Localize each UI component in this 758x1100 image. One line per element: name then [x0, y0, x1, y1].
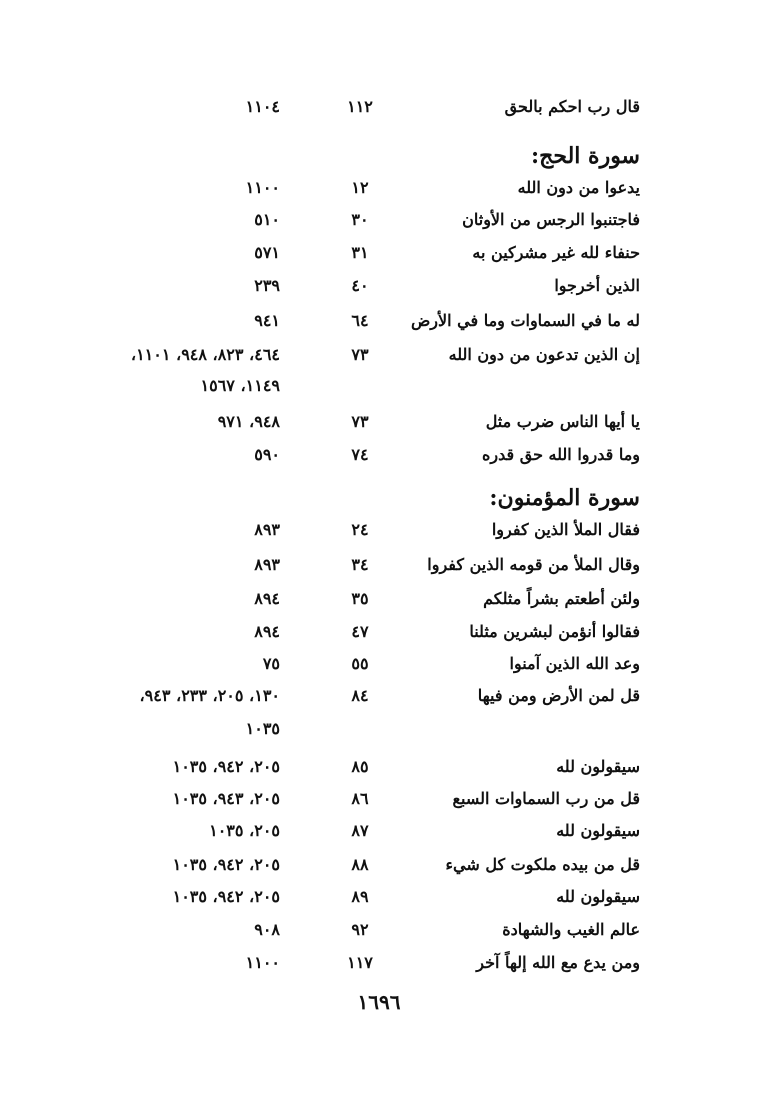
verse-text: قال رب احكم بالحق [504, 97, 640, 116]
ayah-number: ٨٩ [351, 887, 369, 906]
ayah-number: ١١٢ [347, 97, 373, 116]
index-row-continuation [0, 371, 758, 401]
page-references: ٨٩٣ [254, 555, 280, 574]
verse-text: ولئن أطعتم بشراً مثلكم [483, 589, 640, 608]
page-references-continued: ١١٤٩، ١٥٦٧ [200, 376, 280, 395]
ayah-number: ٢٤ [351, 520, 369, 539]
ayah-number: ١١٧ [347, 953, 373, 972]
ayah-number: ٨٦ [351, 789, 369, 808]
page-references: ٨٩٤ [254, 589, 280, 608]
page-references: ٧٥ [262, 654, 280, 673]
page-references: ٢٠٥، ١٠٣٥ [209, 821, 280, 840]
verse-text: قل من بيده ملكوت كل شيء [445, 855, 640, 874]
ayah-number: ٨٧ [351, 821, 369, 840]
index-row [0, 271, 758, 301]
verse-text: له ما في السماوات وما في الأرض [410, 311, 640, 330]
ayah-number: ٨٨ [351, 855, 369, 874]
page-references: ٢٠٥، ٩٤٢، ١٠٣٥ [172, 757, 280, 776]
page-references: ٩٤١ [254, 311, 280, 330]
ayah-number: ٤٧ [351, 622, 369, 641]
index-row [0, 915, 758, 945]
index-row [0, 784, 758, 814]
verse-text: فقالوا أنؤمن لبشرين مثلنا [469, 622, 640, 641]
ayah-number: ٧٣ [351, 345, 369, 364]
page-references: ٢٣٩ [254, 276, 280, 295]
page-number: ١٦٩٦ [357, 990, 401, 1014]
page-references: ٢٠٥، ٩٤٢، ١٠٣٥ [172, 887, 280, 906]
ayah-number: ٨٤ [351, 686, 369, 705]
page-references: ١٣٠، ٢٠٥، ٢٣٣، ٩٤٣، [139, 686, 280, 705]
ayah-number: ٨٥ [351, 757, 369, 776]
ayah-number: ٣٥ [351, 589, 369, 608]
page-references: ٩٠٨ [254, 920, 280, 939]
index-row [0, 238, 758, 268]
verse-text: الذين أخرجوا [554, 276, 640, 295]
index-row [0, 584, 758, 614]
verse-text: ومن يدع مع الله إلهاً آخر [476, 953, 640, 972]
ayah-number: ٣١ [351, 243, 369, 262]
index-row [0, 681, 758, 711]
index-row [0, 617, 758, 647]
ayah-number: ٦٤ [351, 311, 369, 330]
verse-text: وعد الله الذين آمنوا [509, 654, 640, 673]
index-row [0, 550, 758, 580]
ayah-number: ٧٤ [351, 445, 369, 464]
index-row [0, 340, 758, 370]
verse-text: فاجتنبوا الرجس من الأوثان [462, 210, 640, 229]
verse-text: وقال الملأ من قومه الذين كفروا [427, 555, 640, 574]
page-references: ١١٠٤ [245, 97, 280, 116]
index-row [0, 752, 758, 782]
index-row [0, 515, 758, 545]
page-references-continued: ١٠٣٥ [245, 719, 280, 738]
page-references: ١١٠٠ [245, 178, 280, 197]
page-references: ٤٦٤، ٨٢٣، ٩٤٨، ١١٠١، [130, 345, 280, 364]
verse-text: يدعوا من دون الله [517, 178, 640, 197]
index-row-continuation [0, 714, 758, 744]
index-row [0, 440, 758, 470]
ayah-number: ٤٠ [351, 276, 369, 295]
index-row [0, 948, 758, 978]
verse-text: حنفاء لله غير مشركين به [472, 243, 640, 262]
index-row [0, 92, 758, 122]
page-references: ٥١٠ [254, 210, 280, 229]
verse-text: سيقولون لله [556, 887, 640, 906]
index-row [0, 816, 758, 846]
verse-text: فقال الملأ الذين كفروا [491, 520, 640, 539]
index-row [0, 205, 758, 235]
page-references: ٢٠٥، ٩٤٢، ١٠٣٥ [172, 855, 280, 874]
page-references: ٩٤٨، ٩٧١ [217, 412, 280, 431]
page-references: ٥٧١ [254, 243, 280, 262]
page-references: ٨٩٣ [254, 520, 280, 539]
index-row [0, 882, 758, 912]
index-row [0, 850, 758, 880]
surah-heading-hajj: سورة الحج: [531, 143, 640, 169]
ayah-number: ٩٢ [351, 920, 369, 939]
verse-text: يا أيها الناس ضرب مثل [485, 412, 640, 431]
index-row [0, 649, 758, 679]
surah-heading-muminun: سورة المؤمنون: [489, 485, 640, 511]
verse-text: سيقولون لله [556, 757, 640, 776]
verse-text: إن الذين تدعون من دون الله [448, 345, 640, 364]
ayah-number: ٣٠ [351, 210, 369, 229]
verse-text: قل من رب السماوات السبع [452, 789, 640, 808]
verse-text: عالم الغيب والشهادة [502, 920, 640, 939]
verse-text: سيقولون لله [556, 821, 640, 840]
ayah-number: ٧٣ [351, 412, 369, 431]
page-references: ٥٩٠ [254, 445, 280, 464]
page-references: ١١٠٠ [245, 953, 280, 972]
index-row [0, 407, 758, 437]
page-references: ٨٩٤ [254, 622, 280, 641]
verse-text: قل لمن الأرض ومن فيها [477, 686, 640, 705]
page-references: ٢٠٥، ٩٤٣، ١٠٣٥ [172, 789, 280, 808]
verse-text: وما قدروا الله حق قدره [482, 445, 640, 464]
ayah-number: ٥٥ [351, 654, 369, 673]
ayah-number: ١٢ [351, 178, 369, 197]
index-row [0, 173, 758, 203]
index-row [0, 306, 758, 336]
ayah-number: ٣٤ [351, 555, 369, 574]
